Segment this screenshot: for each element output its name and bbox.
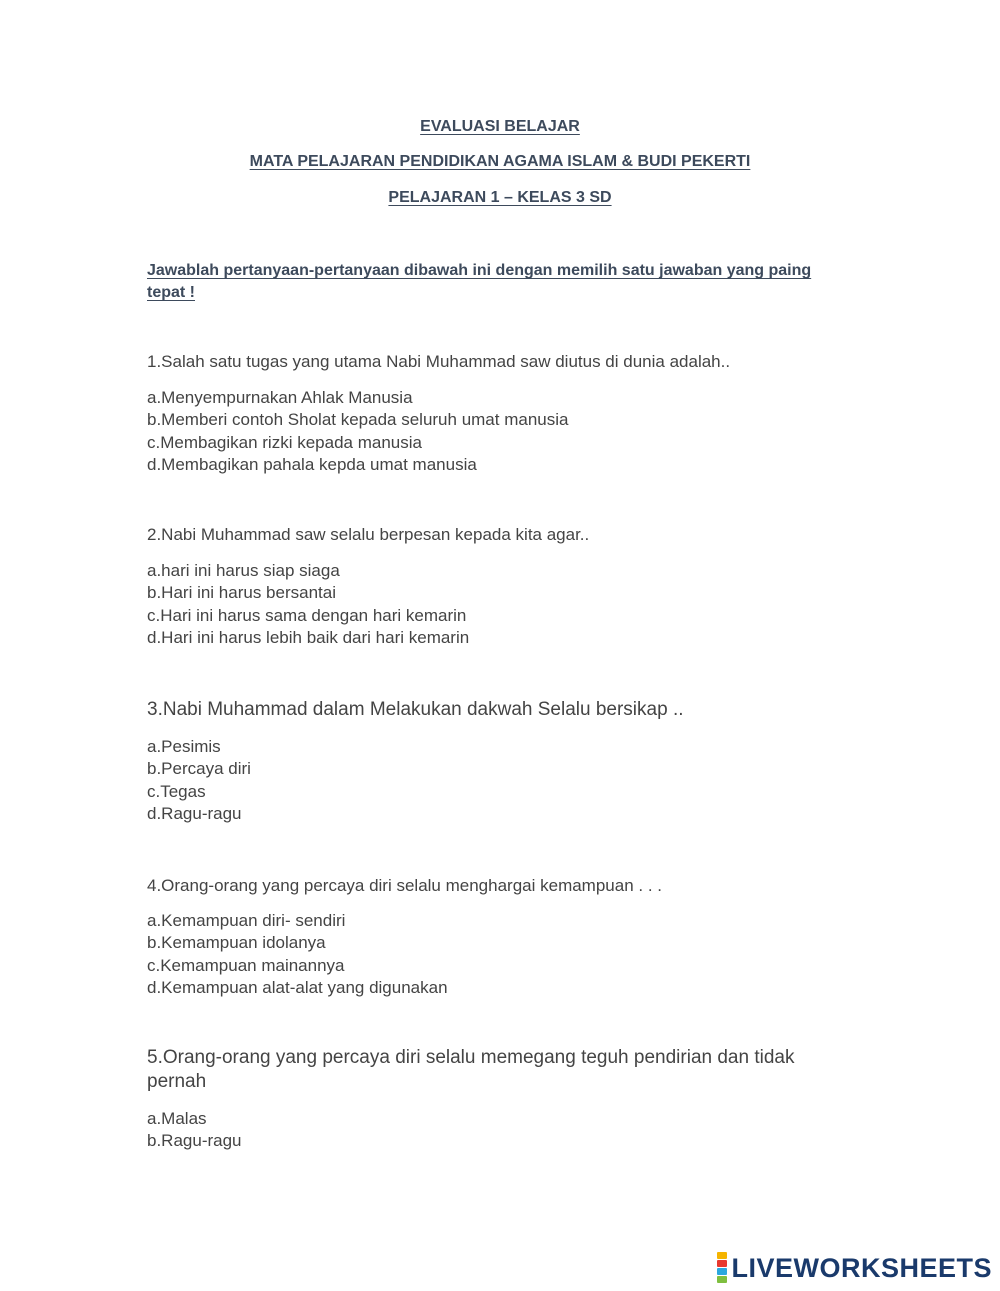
- question-text: 4.Orang-orang yang percaya diri selalu menghargai kemampuan . . .: [147, 876, 663, 895]
- answer-options: [147, 910, 847, 999]
- answer-option-b[interactable]: b.Kemampuan idolanya: [147, 933, 326, 953]
- question-3: [147, 698, 847, 825]
- answer-option-c[interactable]: c.Hari ini harus sama dengan hari kemarin: [147, 605, 467, 625]
- answer-option-b[interactable]: b.Memberi contoh Sholat kepada seluruh umat manusia: [147, 410, 569, 430]
- question-text: 1.Salah satu tugas yang utama Nabi Muhammad saw diutus di dunia adalah..: [147, 352, 731, 371]
- question-text: 3.Nabi Muhammad dalam Melakukan dakwah Selalu bersikap ..: [147, 699, 684, 720]
- answer-option-b[interactable]: b.Hari ini harus bersantai: [147, 583, 336, 603]
- answer-option-b[interactable]: b.Ragu-ragu: [147, 1131, 242, 1151]
- logo-block-l: [717, 1252, 727, 1259]
- answer-option-c[interactable]: c.Membagikan rizki kepada manusia: [147, 432, 422, 452]
- answer-option-d[interactable]: d.Ragu-ragu: [147, 803, 242, 823]
- logo-blocks-icon: [717, 1252, 727, 1283]
- answer-option-d[interactable]: d.Kemampuan alat-alat yang digunakan: [147, 977, 448, 997]
- answer-option-a[interactable]: a.Pesimis: [147, 737, 221, 756]
- question-text: 2.Nabi Muhammad saw selalu berpesan kepada kita agar..: [147, 525, 590, 544]
- answer-options: [147, 1108, 847, 1153]
- instruction-text: Jawablah pertanyaan-pertanyaan dibawah ini dengan memilih satu jawaban yang paing tepat !: [147, 262, 812, 301]
- answer-option-a[interactable]: a.hari ini harus siap siaga: [147, 561, 340, 580]
- lesson-heading: PELAJARAN 1 – KELAS 3 SD: [388, 189, 612, 206]
- answer-option-c[interactable]: c.Tegas: [147, 781, 206, 801]
- answer-option-d[interactable]: d.Hari ini harus lebih baik dari hari kemarin: [147, 627, 470, 647]
- answer-option-a[interactable]: a.Malas: [147, 1109, 207, 1128]
- answer-option-c[interactable]: c.Kemampuan mainannya: [147, 955, 345, 975]
- logo-block-e: [717, 1276, 727, 1283]
- answer-options: [147, 736, 847, 825]
- subject-heading: MATA PELAJARAN PENDIDIKAN AGAMA ISLAM & BUDI PEKERTI: [249, 153, 751, 170]
- answer-option-a[interactable]: a.Menyempurnakan Ahlak Manusia: [147, 388, 413, 407]
- liveworksheets-logo: [717, 1252, 992, 1283]
- question-5: [147, 1046, 847, 1153]
- question-4: [147, 875, 847, 999]
- worksheet-title: EVALUASI BELAJAR: [420, 118, 580, 135]
- question-text: 5.Orang-orang yang percaya diri selalu memegang teguh pendirian dan tidak pernah: [147, 1047, 795, 1092]
- question-1: [147, 351, 847, 476]
- question-2: [147, 524, 847, 649]
- answer-option-a[interactable]: a.Kemampuan diri- sendiri: [147, 911, 346, 930]
- answer-option-d[interactable]: d.Membagikan pahala kepda umat manusia: [147, 454, 477, 474]
- answer-option-b[interactable]: b.Percaya diri: [147, 759, 251, 779]
- logo-block-v: [717, 1268, 727, 1275]
- answer-options: [147, 560, 847, 649]
- logo-text: LIVEWORKSHEETS: [731, 1252, 992, 1283]
- answer-options: [147, 387, 847, 476]
- logo-block-i: [717, 1260, 727, 1267]
